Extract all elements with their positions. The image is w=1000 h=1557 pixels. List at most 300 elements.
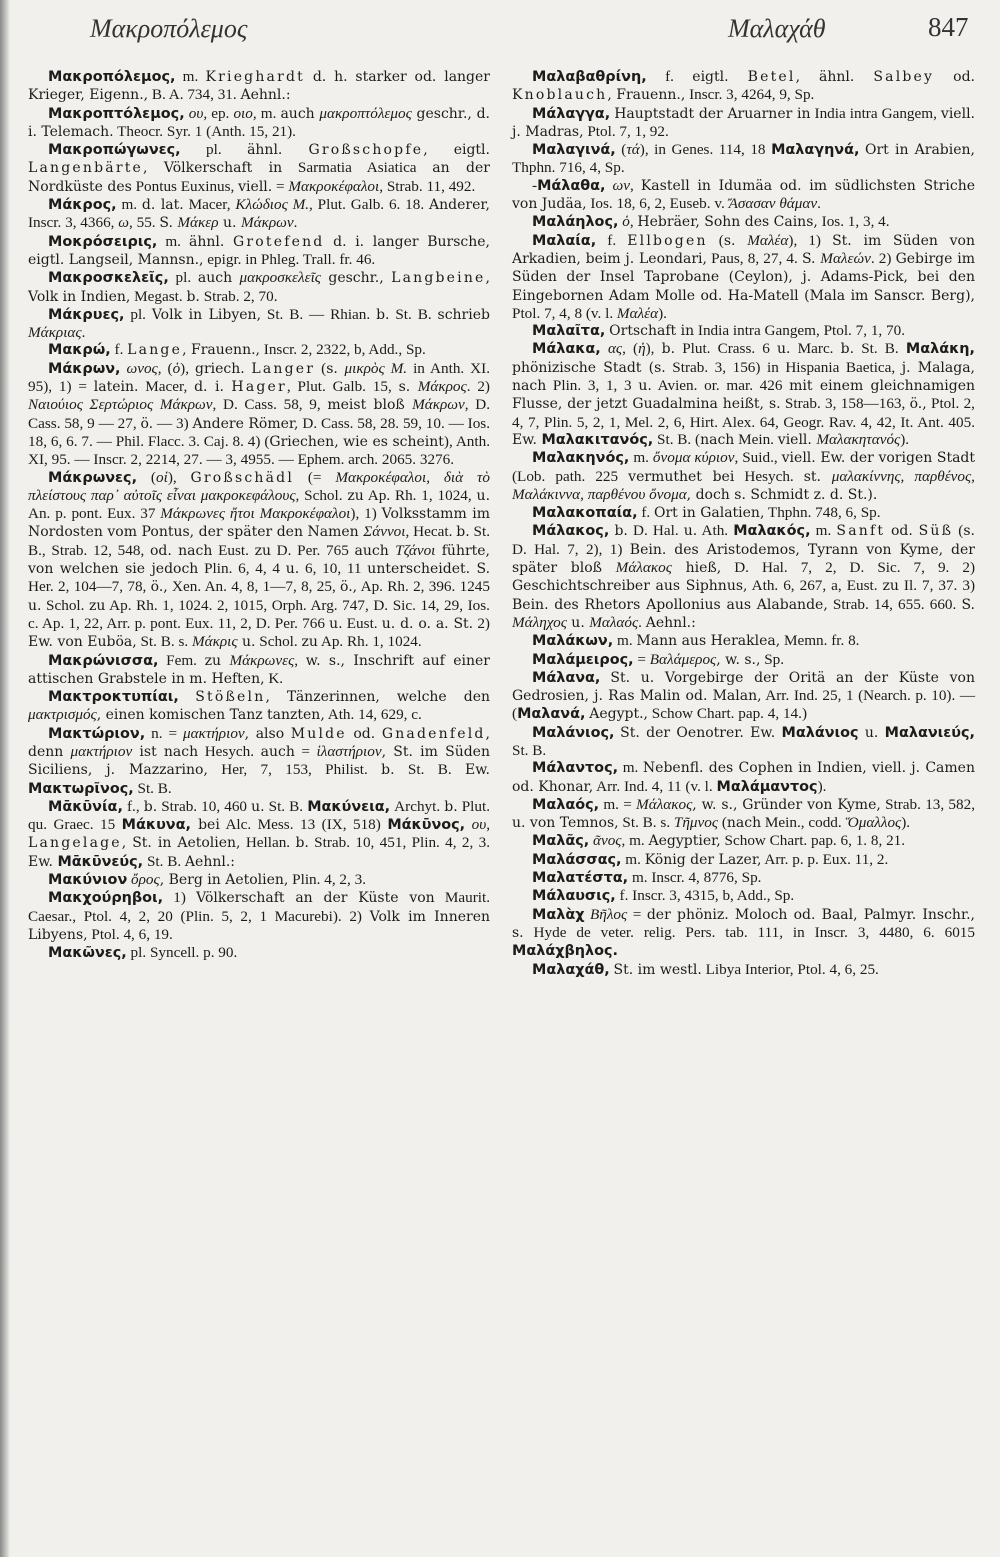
dictionary-entry — [512, 796, 975, 833]
greek-text: Μαλαός — [589, 613, 639, 631]
headword: Μακτροκτυπίαι, — [48, 689, 179, 706]
dictionary-entry — [28, 233, 490, 270]
greek-text: Μαλεών — [820, 249, 871, 267]
dictionary-entry — [28, 105, 490, 142]
text: f. — [637, 504, 654, 522]
greek-text: ὄρος — [131, 871, 160, 889]
greek-text: Ναιούιος Σερτώριος Μάκρων — [28, 396, 213, 414]
greek-text: Κλώδιος Μ. — [235, 196, 310, 214]
text: - — [532, 176, 538, 194]
headword: Μάκυνα, — [121, 817, 191, 834]
headword: Μακχούρηβοι, — [48, 890, 164, 907]
text: , D. Cass. 58, 9, — [212, 396, 328, 414]
headword: Μακρώ, — [48, 342, 111, 359]
text: (= — [294, 468, 336, 486]
page-header — [0, 8, 1000, 48]
headword: Μαλάνιος — [781, 724, 859, 741]
headword: Μάλανα, — [532, 669, 601, 686]
dictionary-entry — [512, 449, 975, 504]
dictionary-entry — [512, 961, 975, 979]
text — [600, 669, 610, 686]
german-text: mit einem gleichnamigen Flusse, der jetzt Guadalmina heißt, s. — [512, 378, 975, 413]
text: , ep. — [203, 104, 234, 122]
headword: Μοκρόσειρις, — [48, 233, 158, 250]
text: ). — [901, 814, 911, 832]
headword: Μαλάμαντος — [716, 778, 818, 795]
german-text: , w. s., — [716, 651, 761, 668]
german-text: u. — [683, 523, 698, 540]
german-text: Ew. — [512, 431, 542, 448]
german-text: S. — [159, 215, 178, 232]
headword: Μάκρυες, — [48, 306, 125, 323]
text: — 3) — [153, 414, 193, 432]
text: (Lob. path. 225 — [512, 467, 629, 485]
german-text: Ew. — [28, 853, 58, 870]
dictionary-entry — [28, 871, 490, 889]
german-text: u. — [285, 561, 300, 578]
text: , — [486, 816, 491, 834]
spaced-german-text: Sanft — [836, 523, 886, 540]
spaced-german-text: Großschopfe — [308, 142, 424, 159]
german-text: , Berg in Aetolien, — [159, 872, 289, 889]
text: St. B. — [512, 741, 547, 759]
spaced-german-text: Großschädl — [190, 469, 295, 486]
german-text: eigtl. — [692, 69, 748, 85]
german-text: Ort in Arabien, — [865, 142, 975, 159]
text: Ap. Rh. 1, 1024. — [317, 633, 422, 651]
german-text: d. i. langer Bursche, eigtl. Langseil, Mannsn., — [28, 233, 490, 268]
german-text: ö. — [140, 415, 154, 432]
text: ( — [707, 231, 724, 249]
greek-text: Μάκρωνες ἤτοι Μακροκέφαλοι — [160, 505, 351, 523]
text: ), — [167, 468, 191, 486]
text: , Schol. — [295, 486, 348, 504]
german-text: Andere Römer, — [192, 415, 299, 432]
german-text: , Frauenn., — [182, 342, 260, 359]
headword: Μάκρωνες, — [48, 469, 138, 486]
german-text: d. lat. — [141, 197, 184, 214]
dictionary-entry — [512, 632, 975, 650]
dictionary-entry — [28, 141, 490, 196]
german-text: Volk in Libyen, — [151, 306, 262, 323]
text: m. — [175, 68, 206, 85]
spaced-german-text: Lange — [127, 342, 183, 359]
spaced-german-text: Langenbärte — [28, 160, 144, 177]
greek-text: οἱ — [155, 468, 168, 486]
text: Eust. — [342, 614, 382, 632]
dictionary-entry — [512, 869, 975, 887]
text — [179, 688, 195, 705]
german-text: u. d. o. a. St. — [381, 615, 474, 632]
german-text: u. — [777, 341, 791, 358]
text: m. — [621, 850, 645, 868]
headword: Μακρώνισσα, — [48, 652, 159, 669]
text: ), in Genes. 114, 18 — [639, 141, 772, 159]
text: Plin. 3, 1, 3 — [546, 377, 639, 395]
text: D. Hal. — [627, 522, 684, 540]
greek-text: ω — [118, 214, 130, 232]
headword: Μαλακηνός, — [532, 450, 630, 467]
text: Hesych. — [734, 467, 804, 485]
german-text: ö., — [340, 579, 358, 596]
text: m. — [810, 522, 837, 540]
text: . 2) — [466, 378, 490, 396]
text: India intra Gangem, Ptol. 7, 1, 70. — [694, 322, 905, 340]
text: epigr. in Phleg. Trall. fr. 46. — [203, 250, 376, 268]
german-text: Hebräer, Sohn des Cains, — [637, 214, 818, 231]
dictionary-entry — [28, 196, 490, 233]
text: Strab. 14, 655. 660. — [827, 595, 962, 613]
text: Ptol. 7, 1, 92. — [583, 122, 669, 140]
text: Maurit. Caesar., Ptol. 4, 2, 20 (Plin. 5, 2, 1 Macurebi). 2) — [28, 889, 490, 925]
text: Eust. — [212, 541, 255, 559]
greek-text: ου — [188, 104, 204, 122]
greek-text: Μάλακος — [615, 559, 672, 577]
greek-text: μακτήριον — [182, 724, 245, 742]
text: in Anth. XI. 95), 1) = — [28, 359, 491, 396]
german-text: meist bloß — [327, 397, 413, 414]
german-text: u. — [566, 614, 590, 631]
german-text: u. — [251, 798, 265, 815]
headword: Μάκρων, — [48, 360, 121, 377]
text: An. p. pont. Eux. 37 — [28, 505, 161, 523]
text: K. — [264, 669, 284, 687]
greek-text: ὄνομα κύριον — [652, 449, 735, 467]
german-text: , also — [244, 725, 291, 742]
text: Her, 7, 153, Philist. — [207, 761, 382, 779]
text: Hellan. — [240, 834, 296, 852]
text: Strab. 3, 158—163, — [780, 395, 910, 413]
spaced-german-text: Langelage — [28, 835, 122, 852]
text: Ath. 14, 629, c. — [324, 706, 422, 724]
german-text: schrieb — [437, 306, 490, 323]
text: Paus, 8, 27, 4. — [706, 249, 802, 267]
text: , Suid., — [734, 449, 782, 467]
headword: Μακροπώγωνες, — [48, 142, 181, 159]
headword: Μαλανιεύς, — [884, 724, 975, 741]
text: Ap. Rh. 1, 1024, — [363, 486, 477, 504]
german-text: König der Lazer, — [644, 851, 762, 868]
spaced-german-text: Krieghardt — [205, 69, 305, 85]
text: ). — [658, 304, 667, 322]
text: Ios. 18, 6, 2, Euseb. v. — [586, 195, 729, 213]
text: m. — [618, 759, 643, 777]
german-text: an der Nordküste des — [28, 160, 490, 195]
german-text: st. — [803, 468, 832, 485]
text: . — [817, 195, 821, 213]
german-text: Ew. von Euböa, — [28, 634, 137, 651]
text: Memn. fr. 8. — [780, 632, 860, 650]
german-text: Ortschaft in — [609, 323, 695, 340]
text: ), 1) — [788, 231, 833, 249]
dictionary-entry — [512, 851, 975, 869]
german-text: hieß, — [671, 560, 722, 577]
dictionary-entry — [512, 724, 975, 760]
text: , m. — [621, 832, 649, 850]
text: Arr. Ind. 4, 11 (v. l. — [593, 777, 717, 795]
headword: Μᾱκῡνία, — [48, 798, 123, 815]
text: Xen. An. 4, 8, 1—7, 8, 25, — [167, 578, 341, 596]
text: Theocr. Syr. 1 (Anth. 15, 21). — [113, 122, 296, 140]
greek-text: ᾶνος — [593, 832, 622, 850]
text: ( — [315, 359, 327, 377]
german-text: , w. s., Gründer von Kyme, — [692, 796, 881, 813]
text: Inscr. 2, 2322, b, Add., Sp. — [259, 341, 426, 359]
german-text: viell. — [238, 178, 273, 195]
text: B. A. 734, 31. — [148, 86, 241, 104]
german-text: ö., — [150, 579, 168, 596]
german-text: od. — [934, 69, 975, 85]
greek-text: ὁ — [622, 213, 630, 231]
text: ), Anth. XI, 95. — Inscr. 2, 2214, 27. — 3, 4955. — Ephem. arch. 2065. 3276. — [28, 432, 490, 469]
german-text: s. — [963, 523, 975, 540]
text: , — [630, 176, 641, 194]
dictionary-entry — [512, 213, 975, 231]
text: St. B. ( — [653, 430, 701, 448]
text: ), — [645, 340, 662, 358]
text: , Hecat. — [405, 523, 457, 541]
german-text: u. — [28, 597, 42, 614]
text: ). — [900, 430, 910, 448]
text: Her. 2, 104—7, 78, — [28, 578, 151, 596]
left-guide-word: Μακροπόλεμος — [90, 14, 248, 43]
greek-text: ωνος — [126, 359, 158, 377]
greek-text: Τῆμνος — [673, 814, 719, 832]
text: ), — [180, 359, 196, 377]
greek-text: ἱλαστήριον — [316, 742, 382, 760]
text: Strab. 13, 582, — [880, 795, 976, 813]
german-text: b. — [840, 341, 855, 358]
text: , — [629, 213, 638, 231]
german-text: s. — [398, 379, 418, 396]
text: 2) — [473, 614, 490, 632]
text: Plin. 6, 4, 4 — [198, 560, 286, 578]
text — [606, 177, 613, 194]
text: Plut. qu. Graec. 15 — [28, 797, 491, 834]
german-text: od. — [885, 523, 919, 540]
headword: Μακροπτόλεμος, — [48, 105, 185, 122]
german-text: phönizische Stadt (s. — [512, 359, 666, 376]
german-text: viell. j. Madras, — [512, 105, 975, 140]
dictionary-entry — [28, 889, 490, 944]
german-text: u. — [858, 724, 885, 741]
text: , Plut. Galb. 15, — [286, 378, 399, 396]
dictionary-entry — [512, 759, 975, 796]
headword: Μαλαία, — [532, 232, 597, 249]
german-text: zu — [89, 597, 106, 614]
text: m. Inscr. 4, 8776, Sp. — [628, 869, 762, 887]
text: , D. Cass. 58, 9 — 27, — [28, 396, 491, 432]
dictionary-entry — [512, 832, 975, 850]
headword: Μαλᾶς, — [532, 833, 590, 850]
greek-text: Ὅμαλλος — [845, 814, 902, 832]
german-text: , Tänzerinnen, welche den — [265, 689, 490, 706]
greek-text: μικρὸς Μ. — [344, 359, 408, 377]
greek-text: Μαλέα — [616, 304, 659, 322]
text: . 2) — [870, 249, 896, 267]
text: m. — [629, 449, 653, 467]
greek-text: ὁ — [172, 359, 181, 377]
text: Hyde de veter. relig. Pers. tab. 111, in Inscr. 3, 4480, 6. 6015 — [523, 923, 975, 941]
german-text: , einen komischen Tanz tanzten, — [96, 707, 325, 724]
headword: Μάλαυσις, — [532, 888, 616, 905]
spaced-german-text: Süß — [918, 523, 954, 540]
headword: Μακῶνες, — [48, 945, 127, 962]
german-text: s. — [326, 360, 345, 377]
text: = — [294, 742, 317, 760]
german-text: u. — [476, 487, 491, 504]
text: Pontus Euxinus, — [131, 177, 239, 195]
spaced-german-text: Stößeln — [195, 689, 266, 706]
greek-text: Βαλάμερος — [649, 650, 717, 668]
german-text: u. — [638, 378, 652, 395]
text: D. Hal. 7, 2, D. Sic. 7, 9. 2) — [721, 559, 976, 577]
german-text: S. — [961, 596, 975, 613]
text: . — [638, 613, 646, 631]
headword: Μαλακός, — [733, 523, 811, 540]
german-text: u. — [218, 215, 241, 232]
text: Strab. 10, 451, Plin. 4, 2, 3. — [308, 834, 491, 852]
dictionary-entry — [512, 669, 975, 724]
spaced-german-text: Langer — [251, 360, 316, 377]
headword: Μαλαός, — [532, 796, 600, 813]
text: Thphn. 716, 4, Sp. — [512, 159, 625, 177]
dictionary-entry — [28, 68, 490, 105]
german-text: St. im Süden von Arkadien, beim j. Leondari, — [512, 232, 975, 267]
text: Avien. or. mar. 426 — [651, 377, 790, 395]
german-text: s. — [723, 232, 748, 249]
text: ( — [718, 814, 727, 832]
text: = — [627, 905, 647, 923]
text — [601, 340, 608, 357]
text: Macer, — [138, 378, 195, 396]
greek-text: Μάληχος — [512, 613, 567, 631]
text: f. — [110, 341, 128, 359]
german-text: griech. — [195, 360, 252, 377]
book-binding-shadow — [0, 0, 10, 1557]
german-text: ist nach — [132, 743, 199, 760]
greek-text: Μάκρων — [240, 214, 294, 232]
german-text: viell. Ew. der vorigen Stadt — [781, 450, 975, 467]
text: Strab. 2, 70. — [199, 287, 278, 305]
text: Macer, — [183, 196, 236, 214]
german-text: zu — [882, 578, 899, 595]
german-text: , Frauenn., — [607, 87, 686, 104]
text: Alc. Mess. 13 (IX, 518) — [219, 816, 388, 834]
greek-text: ου — [471, 816, 487, 834]
german-text: b. — [381, 762, 395, 779]
greek-text: μακτρισμός — [28, 706, 97, 724]
german-text: bei — [190, 817, 220, 834]
headword: Μάλακος, — [532, 523, 610, 540]
german-text: ö., — [909, 396, 927, 413]
headword: Μαλάχβηλος. — [512, 943, 619, 960]
text: Arr. p. p. Eux. 11, 2. — [761, 850, 889, 868]
text: Ptol. 7, 4, 8 (v. l. — [512, 304, 617, 322]
headword: Μάλαντος, — [532, 760, 619, 777]
text: 1) — [163, 889, 197, 907]
headword: Μακροπόλεμος, — [48, 69, 176, 85]
dictionary-entry — [512, 105, 975, 142]
greek-text: Σάννοι — [363, 523, 406, 541]
text: St. B. s. — [618, 814, 674, 832]
text: f. — [646, 68, 693, 85]
dictionary-entry — [28, 269, 490, 306]
german-text: viell. — [777, 431, 817, 448]
text: Libya Interior, Ptol. 4, 6, 25. — [701, 960, 879, 978]
dictionary-entry — [28, 652, 490, 689]
headword: Μάλαθα, — [537, 177, 606, 194]
german-text: , ähnl. — [795, 69, 874, 85]
text: Ios. 1, 3, 4. — [817, 213, 890, 231]
text: D. Per. 765 — [270, 541, 355, 559]
german-text: auch — [260, 743, 295, 760]
spaced-german-text: Grotefend — [232, 233, 325, 250]
text: , ( — [157, 359, 173, 377]
german-text: zu — [254, 542, 271, 559]
german-text: b. — [143, 798, 158, 815]
german-text: geschr., — [320, 270, 392, 287]
text: m. — [116, 196, 142, 214]
headword: Μάκῡνος, — [387, 817, 466, 834]
left-column — [28, 68, 490, 963]
german-text: Gebirge im Süden der Insel Taprobane (Ceylon), j. Adams-Pick, bei den Eingebornen Adam Molle od. Ha-Matell (Mala im Sanscr. Berg), — [512, 250, 975, 304]
text: Sarmatia Asiatica — [282, 159, 433, 177]
text: Megast. — [130, 287, 187, 305]
text: Ptol. 2, 4, 7, Plin. 5, 2, 1, Mel. 2, 6, Hirt. Alex. 64, Geogr. Rav. 4, 42, It. Ant. 405. — [512, 395, 975, 431]
spaced-german-text: Gnadenfeld — [381, 725, 486, 742]
headword: Μαλακιτανός, — [541, 431, 654, 448]
german-text: der phöniz. Moloch od. Baal, Palmyr. Inschr., s. — [512, 906, 975, 941]
text: . — [81, 324, 86, 342]
greek-text: Μάκερ — [177, 214, 219, 232]
text: St. B., Strab. 12, 548, — [28, 523, 491, 559]
german-text: b. — [614, 523, 628, 540]
greek-text: Μάκριας — [28, 324, 82, 342]
text: Mein. — [734, 430, 778, 448]
greek-text: Ἄσασαν θάμαν — [728, 195, 818, 213]
text: ), 1) — [350, 505, 382, 523]
text: St. B. s. — [136, 633, 192, 651]
german-text: Anderer, — [429, 197, 490, 214]
text: = — [272, 177, 289, 195]
text: D. Hal. 7, 2), 1) — [512, 540, 630, 558]
text: , ( — [622, 340, 639, 358]
german-text: Ew. — [465, 762, 490, 779]
german-text: u. — [329, 615, 343, 632]
text: ( — [137, 468, 156, 486]
spaced-german-text: Betel — [747, 69, 796, 85]
dictionary-entry — [512, 887, 975, 905]
german-text: u. — [237, 634, 256, 651]
headword: Μάλαγγα, — [532, 105, 611, 122]
text: , Plut. Galb. 6. 18. — [309, 196, 430, 214]
dictionary-entry — [28, 360, 490, 469]
text: Fem. — [158, 651, 205, 669]
dictionary-entry — [28, 944, 490, 962]
spaced-german-text: Mulde — [290, 725, 347, 742]
dictionary-entry — [512, 504, 975, 522]
german-text: b. — [456, 524, 470, 541]
spaced-german-text: Knoblauch — [512, 87, 608, 104]
german-text: St. im westl. — [613, 961, 702, 978]
german-text: , denn — [28, 725, 490, 760]
text: 6, 10, 11 — [299, 560, 368, 578]
german-text: Bein. des Rhetors Apollonius aus Alabande, — [512, 596, 828, 613]
text: D. Cass. 58, 28. 59, 10. — Ios. 18, 6, 6. 7. — Phil. Flacc. 3. Caj. 8. 4) ( — [28, 414, 491, 450]
text: Strab. 10, 460 — [157, 797, 252, 815]
german-text: b. — [186, 288, 200, 305]
